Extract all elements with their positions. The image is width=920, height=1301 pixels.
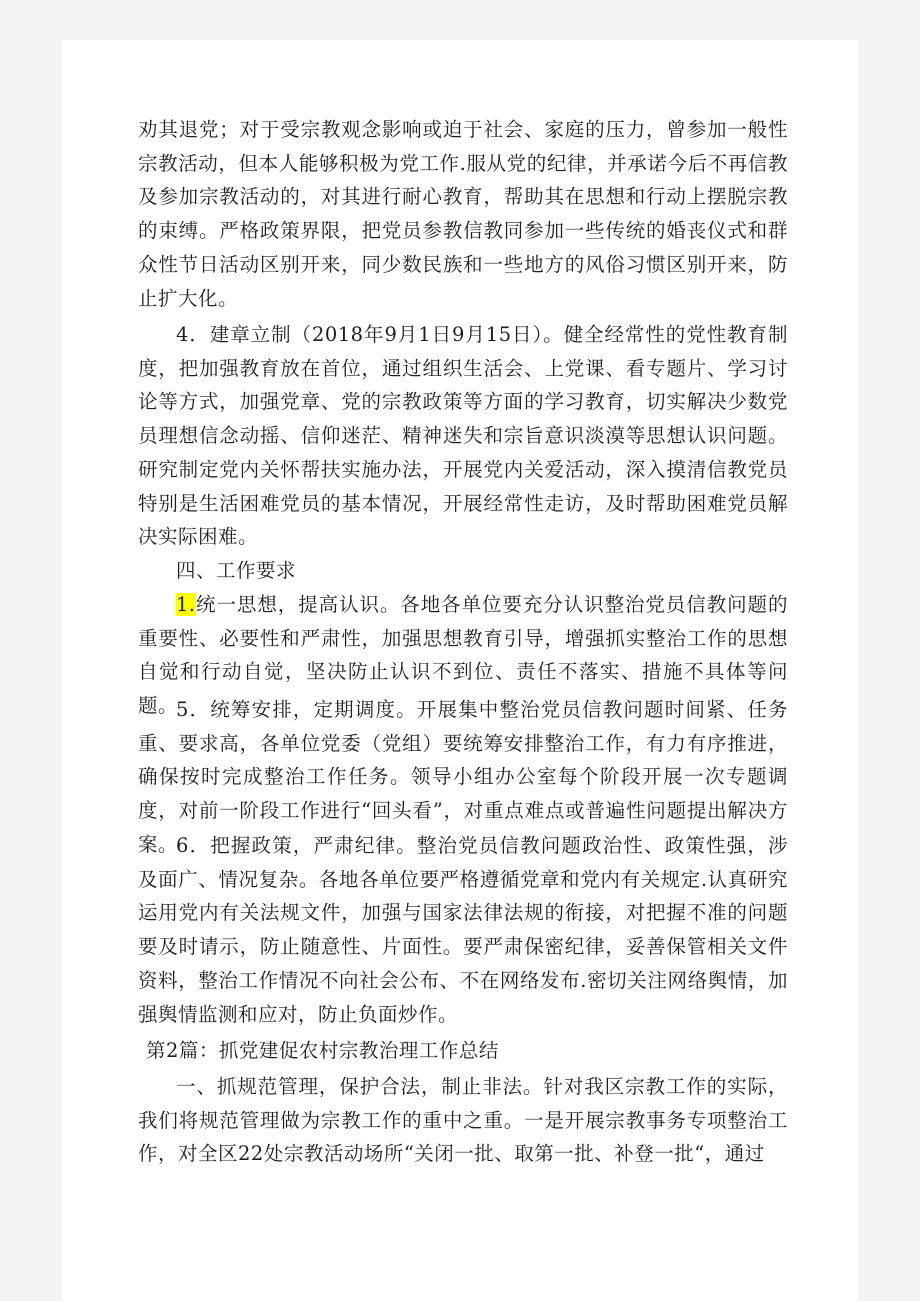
paragraph-2: 4．建章立制（2018年9月1日9月15日）。健全经常性的党性教育制度，把加强教育放在首位，通过组织生活会、上党课、看专题片、学习讨论等方式，加强党章、党的宗教政策等方面的学习教育，切实解决少数党员理想信念动摇、信仰迷茫、精神迷失和宗旨意识淡漠等思想认识问题。研究制定党内关怀帮扶实施办法，开展党内关爱活动，深入摸清信教党员特别是生活困难党员的基本情况，开展经常性走访，及时帮助困难党员解决实际困难。 [138,323,788,549]
paragraph-6: 一、抓规范管理，保护合法，制止非法。针对我区宗教工作的实际，我们将规范管理做为宗教工作的重中之重。一是开展宗教事务专项整治工作，对全区22处宗教活动场所“关闭一批、取第一批、补登一批“，通过 [138,1075,788,1166]
article-heading: 第2篇：抓党建促农村宗教治理工作总结 [146,1039,499,1062]
paragraph-4: 5．统筹安排，定期调度。开展集中整治党员信教问题时间紧、任务重、要求高，各单位党委（党组）要统筹安排整治工作，有力有序推进，确保按时完成整治工作任务。领导小组办公室每个阶段开展一次专题调度，对前一阶段工作进行“回头看”，对重点难点或普遍性问题提出解决方案。 [138,698,788,856]
section-heading: 四、工作要求 [176,559,297,582]
paragraph-5: 6．把握政策，严肃纪律。整治党员信教问题政治性、政策性强，涉及面广、情况复杂。各地各单位要严格遵循党章和党内有关规定.认真研究运用党内有关法规文件，加强与国家法律法规的衔接，对把握不准的问题要及时请示，防止随意性、片面性。要严肃保密纪律，妥善保管相关文件资料，整治工作情况不向社会公布、不在网络发布.密切关注网络舆情，加强舆情监测和应对，防止负面炒作。 [138,834,788,1026]
paragraph-3-text: 统一思想，提高认识。各地各单位要充分认识整治党员信教问题的重要性、必要性和严肃性，加强思想教育引导，增强抓实整治工作的思想自觉和行动自觉，坚决防止认识不到位、责任不落实、措施不具体等问题。 [138,593,788,718]
paragraph-1: 劝其退党；对于受宗教观念影响或迫于社会、家庭的压力，曾参加一般性宗教活动，但本人能够积极为党工作.服从党的纪律，并承诺今后不再信教及参加宗教活动的，对其进行耐心教育，帮助其在思想和行动上摆脱宗教的束缚。严格政策界限，把党员参教信教同参加一些传统的婚丧仪式和群众性节日活动区别开来，同少数民族和一些地方的风俗习惯区别开来，防止扩大化。 [138,118,788,310]
highlighted-number: 1. [176,593,196,616]
